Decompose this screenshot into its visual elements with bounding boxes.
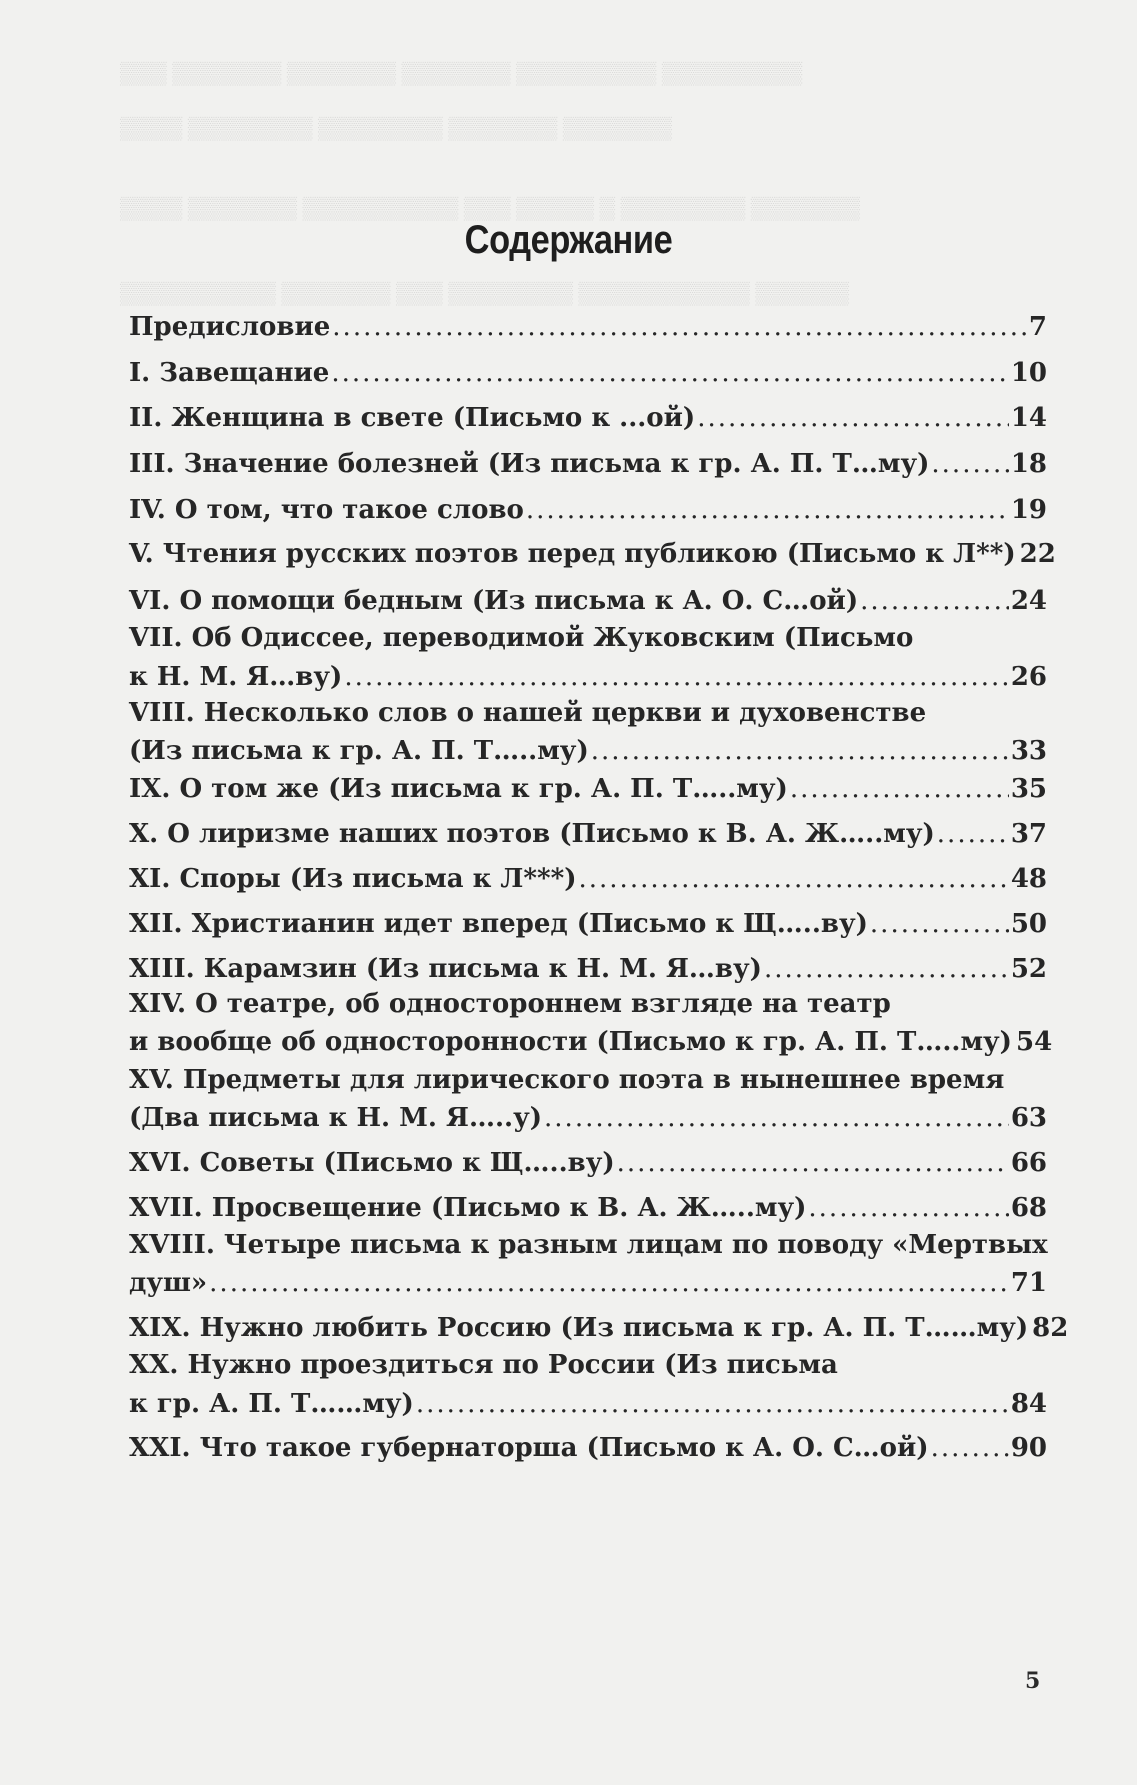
toc-entry-title: XIX. Нужно любить Россию (Из письма к гр. А. П. Т……му) [129,1313,1029,1343]
toc-entry [129,731,1047,771]
toc-leader-dots [526,490,1009,530]
toc-entry-title: и вообще об односторонности (Письмо к гр. А. П. Т…..му) [129,1027,1012,1057]
toc-leader-dots [331,353,1009,393]
toc-entry-line [129,1060,1047,1100]
toc-leader-dots [209,1263,1009,1303]
toc-leader-dots [591,731,1009,771]
toc-entry [129,490,1047,530]
toc-leader-dots [937,814,1009,854]
toc-entry-page: 24 [1010,586,1047,616]
toc-entry-title: VIII. Несколько слов о нашей церкви и духовенстве [129,698,927,728]
toc-entry-title: XIII. Карамзин (Из письма к Н. М. Я…ву) [129,954,762,984]
toc-entry-page: 35 [1010,774,1047,804]
toc-entry-title: II. Женщина в свете (Письмо к ...ой) [129,403,696,433]
toc-leader-dots [416,1384,1009,1424]
toc-entry-line [129,1345,1047,1385]
toc-entry [129,353,1047,393]
toc-leader-dots [332,307,1027,347]
toc-entry [129,1428,1047,1468]
toc-entry-title: душ» [129,1268,208,1298]
toc-entry-page: 90 [1010,1433,1047,1463]
toc-entry [129,398,1047,438]
toc-entry-page: 68 [1010,1193,1047,1223]
toc-entry-title: XVII. Просвещение (Письмо к В. А. Ж…..му) [129,1193,807,1223]
toc-entry-title: (Два письма к Н. М. Я…..у) [129,1103,543,1133]
toc-entry-title: V. Чтения русских поэтов перед публикою (Письмо к Л**) [129,539,1016,569]
toc-entry-page: 82 [1032,1313,1069,1343]
toc-entry-title: III. Значение болезней (Из письма к гр. А. П. Т…му) [129,449,930,479]
toc-leader-dots [931,1428,1009,1468]
toc-entry-page: 18 [1010,449,1047,479]
toc-leader-dots [764,949,1009,989]
toc-entry-page: 37 [1010,819,1047,849]
toc-entry-line [129,618,1047,658]
toc-entry [129,1308,1069,1348]
toc-entry [129,859,1047,899]
toc-entry [129,1263,1047,1303]
toc-entry-title: VI. О помощи бедным (Из письма к А. О. С…ой) [129,586,859,616]
toc-entry-page: 66 [1010,1148,1047,1178]
toc-entry-title: X. О лиризме наших поэтов (Письмо к В. А. Ж…..му) [129,819,935,849]
toc-entry [129,534,1056,574]
toc-entry-page: 22 [1019,539,1056,569]
toc-entry-page: 63 [1010,1103,1047,1133]
toc-entry-page: 50 [1010,909,1047,939]
toc-entry-title: IV. О том, что такое слово [129,495,524,525]
toc-entry [129,1384,1047,1424]
toc-entry [129,581,1047,621]
toc-entry-page: 52 [1010,954,1047,984]
toc-entry-title: IX. О том же (Из письма к гр. А. П. Т…..му) [129,774,788,804]
toc-entry-page: 19 [1010,495,1047,525]
toc-entry-title: к гр. А. П. Т……му) [129,1389,414,1419]
page-title: Содержание [464,218,673,262]
toc-entry-page: 14 [1010,403,1047,433]
toc-entry-title: XVIII. Четыре письма к разным лицам по поводу «Мертвых [129,1230,1048,1260]
toc-leader-dots [579,859,1009,899]
toc-entry [129,444,1047,484]
toc-entry-line [129,984,1047,1024]
toc-entry-page: 10 [1010,358,1047,388]
toc-entry-page: 84 [1010,1389,1047,1419]
page-number: 5 [1025,1668,1041,1694]
toc-entry-line [129,693,1047,733]
toc-entry [129,814,1047,854]
toc-entry-title: XII. Христианин идет вперед (Письмо к Щ…..ву) [129,909,868,939]
toc-leader-dots [617,1143,1009,1183]
toc-entry [129,904,1047,944]
toc-leader-dots [931,444,1008,484]
toc-entry-title: XV. Предметы для лирического поэта в нынешнее время [129,1065,1005,1095]
toc-entry-page: 7 [1028,312,1047,342]
toc-entry-page: 54 [1015,1027,1053,1057]
toc-entry-title: XIV. О театре, об одностороннем взгляде на театр [129,989,891,1019]
toc-leader-dots [790,769,1009,809]
toc-leader-dots [870,904,1009,944]
toc-entry [129,949,1047,989]
toc-entry-title: VII. Об Одиссее, переводимой Жуковским (Письмо [129,623,914,653]
toc-entry-page: 33 [1010,736,1047,766]
toc-entry-page: 48 [1010,864,1047,894]
toc-entry [129,1188,1047,1228]
toc-entry-title: XVI. Советы (Письмо к Щ…..ву) [129,1148,615,1178]
toc-entry-page: 26 [1010,662,1047,692]
toc-leader-dots [544,1098,1009,1138]
toc-leader-dots [808,1188,1008,1228]
toc-entry-title: к Н. М. Я…ву) [129,662,343,692]
toc-entry [129,657,1047,697]
toc-entry [129,1022,1053,1062]
toc-entry-page: 71 [1010,1268,1047,1298]
toc-entry-line [129,1225,1047,1265]
toc-leader-dots [344,657,1008,697]
toc-entry-title: Предисловие [129,312,331,342]
toc-entry-title: XX. Нужно проездиться по России (Из письма [129,1350,838,1380]
toc-entry-title: I. Завещание [129,358,330,388]
toc-entry [129,1143,1047,1183]
toc-entry [129,307,1047,347]
toc-entry [129,1098,1047,1138]
toc-entry [129,769,1047,809]
toc-leader-dots [697,398,1009,438]
toc-entry-title: (Из письма к гр. А. П. Т…..му) [129,736,589,766]
toc-entry-title: XI. Споры (Из письма к Л***) [129,864,577,894]
toc-entry-title: XXI. Что такое губернаторша (Письмо к А. О. С…ой) [129,1433,929,1463]
toc-leader-dots [860,581,1009,621]
